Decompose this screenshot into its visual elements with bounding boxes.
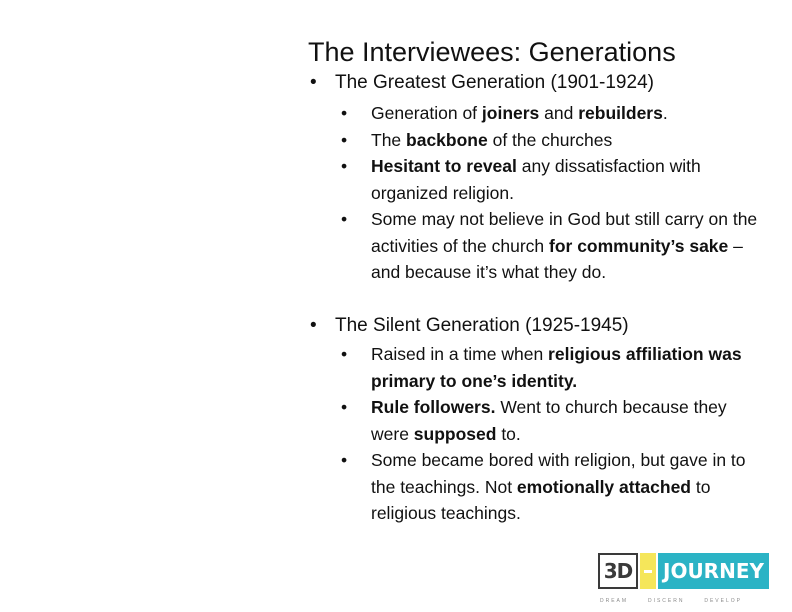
logo-wordmark: JOURNEY	[658, 553, 769, 589]
text-run: of the churches	[487, 130, 613, 150]
text-run: The	[371, 130, 407, 150]
bullet-icon: •	[341, 397, 348, 417]
logo-tagline-word: DISCERN	[647, 598, 685, 604]
text-run: any dissatisfaction with organized religion.	[371, 156, 701, 203]
bullet-icon: •	[341, 103, 348, 123]
bullet-icon: •	[341, 209, 348, 229]
list-item	[341, 206, 766, 286]
text-run: Some became bored with religion, but gave in to the teachings. Not	[371, 450, 746, 497]
list-item	[341, 127, 766, 154]
list-item-text	[371, 100, 766, 127]
text-run: – and because it’s what they do.	[371, 235, 743, 282]
list-item-text	[371, 447, 766, 527]
text-run: and	[539, 103, 579, 123]
logo-tagline-word: DREAM	[600, 598, 629, 604]
text-run: Went to church because they were	[371, 397, 727, 444]
bold-run: joiners	[481, 103, 540, 123]
bullet-icon: •	[310, 315, 317, 336]
list-item	[341, 394, 766, 447]
bold-run: Rule followers.	[371, 397, 496, 417]
bold-run: rebuilders	[578, 103, 663, 123]
journey-logo	[598, 551, 764, 609]
list-item-text	[371, 206, 766, 286]
list-item-text	[371, 394, 766, 447]
text-run: Generation of	[371, 103, 482, 123]
bold-run: religious affiliation was primary to one’s identity.	[371, 344, 742, 391]
bullet-icon: •	[310, 72, 317, 93]
logo-tagline	[600, 598, 742, 604]
bold-run: supposed	[413, 423, 497, 444]
text-run: Raised in a time when	[371, 344, 549, 364]
bold-run: backbone	[406, 130, 488, 150]
text-run: to religious teachings.	[371, 476, 711, 523]
list-item-text	[371, 127, 766, 154]
section-heading-text: The Greatest Generation (1901-1924)	[335, 72, 654, 93]
bullet-icon: •	[341, 344, 348, 364]
bold-run: Hesitant to reveal	[371, 156, 517, 176]
bold-run: emotionally attached	[516, 476, 691, 497]
logo-tagline-word: DEVELOP	[704, 598, 742, 604]
logo-dash-shape	[640, 553, 656, 589]
bullet-icon: •	[341, 130, 348, 150]
logo-mark	[598, 553, 769, 589]
list-item	[341, 100, 766, 127]
bold-run: for community’s sake	[549, 235, 729, 256]
text-run: .	[662, 103, 668, 123]
list-item	[341, 341, 766, 394]
list-item-text	[371, 153, 766, 206]
slide-title: The Interviewees: Generations	[308, 37, 676, 67]
list-item	[341, 447, 766, 527]
text-run: Some may not believe in God but still carry on the activities of the church	[371, 209, 758, 256]
logo-3d-mark: 3D	[598, 553, 638, 589]
bullet-icon: •	[341, 450, 348, 470]
section-heading-text: The Silent Generation (1925-1945)	[335, 315, 629, 336]
bullet-icon: •	[341, 156, 348, 176]
list-item-text	[371, 341, 766, 394]
list-item	[341, 153, 766, 206]
text-run: to.	[496, 423, 521, 444]
